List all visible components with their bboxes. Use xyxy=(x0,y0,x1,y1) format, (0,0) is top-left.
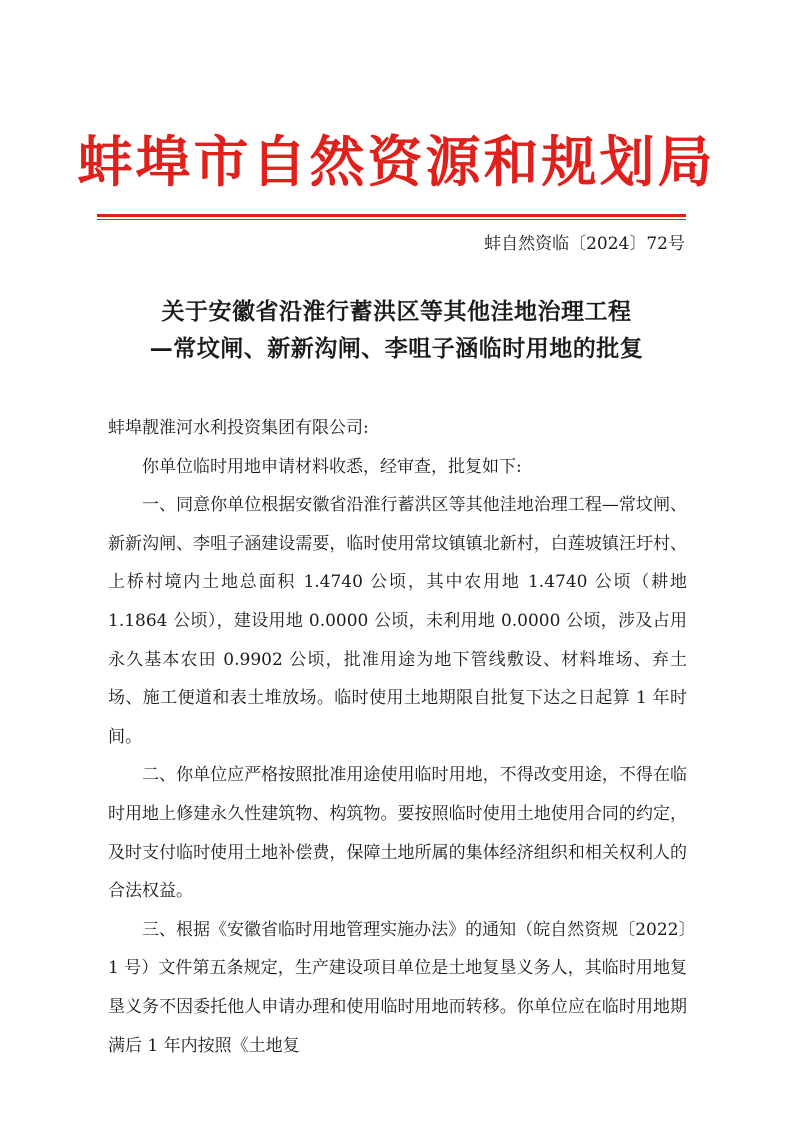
addressee: 蚌埠靓淮河水利投资集团有限公司: xyxy=(108,418,369,438)
red-divider-thin xyxy=(97,219,686,220)
document-number: 蚌自然资临〔2024〕72号 xyxy=(484,234,685,254)
intro-paragraph: 你单位临时用地申请材料收悉，经审查，批复如下: xyxy=(142,456,522,477)
document-body xyxy=(108,409,687,1065)
paragraph-item-1: 一、同意你单位根据安徽省沿淮行蓄洪区等其他洼地治理工程—常坟闸、新新沟闸、李咀子涵建设需要，临时使用常坟镇镇北新村，白莲坡镇汪圩村、上桥村境内土地总面积 1.4740 公顷，其中农用地 1.4740 公顷（耕地 1.1864 公顷），建设用地 0.0000 公顷，未利用地 0.0000 公顷，涉及占用永久基本农田 0.9902 公顷，批准用途为地下管线敷设、材料堆场、弃土场、施工便道和表土堆放场。临时使用土地期限自批复下达之日起算 1 年时间。 xyxy=(108,495,687,747)
document-title xyxy=(95,293,698,367)
title-line-1: 关于安徽省沿淮行蓄洪区等其他洼地治理工程 xyxy=(161,298,632,325)
issuer-masthead: 蚌埠市自然资源和规划局 xyxy=(77,129,716,194)
red-divider-thick xyxy=(97,214,686,217)
paragraph-item-3: 三、根据《安徽省临时用地管理实施办法》的通知（皖自然资规〔2022〕1 号）文件第五条规定，生产建设项目单位是土地复垦义务人，其临时用地复垦义务不因委托他人申请办理和使用临时用地而转移。你单位应在临时用地期满后 1 年内按照《土地复 xyxy=(108,919,687,1056)
title-line-2: —常坟闸、新新沟闸、李咀子涵临时用地的批复 xyxy=(149,335,644,362)
paragraph-item-2: 二、你单位应严格按照批准用途使用临时用地，不得改变用途，不得在临时用地上修建永久性建筑物、构筑物。要按照临时使用土地使用合同的约定，及时支付临时使用土地补偿费，保障土地所属的集体经济组织和相关权利人的合法权益。 xyxy=(108,765,687,902)
